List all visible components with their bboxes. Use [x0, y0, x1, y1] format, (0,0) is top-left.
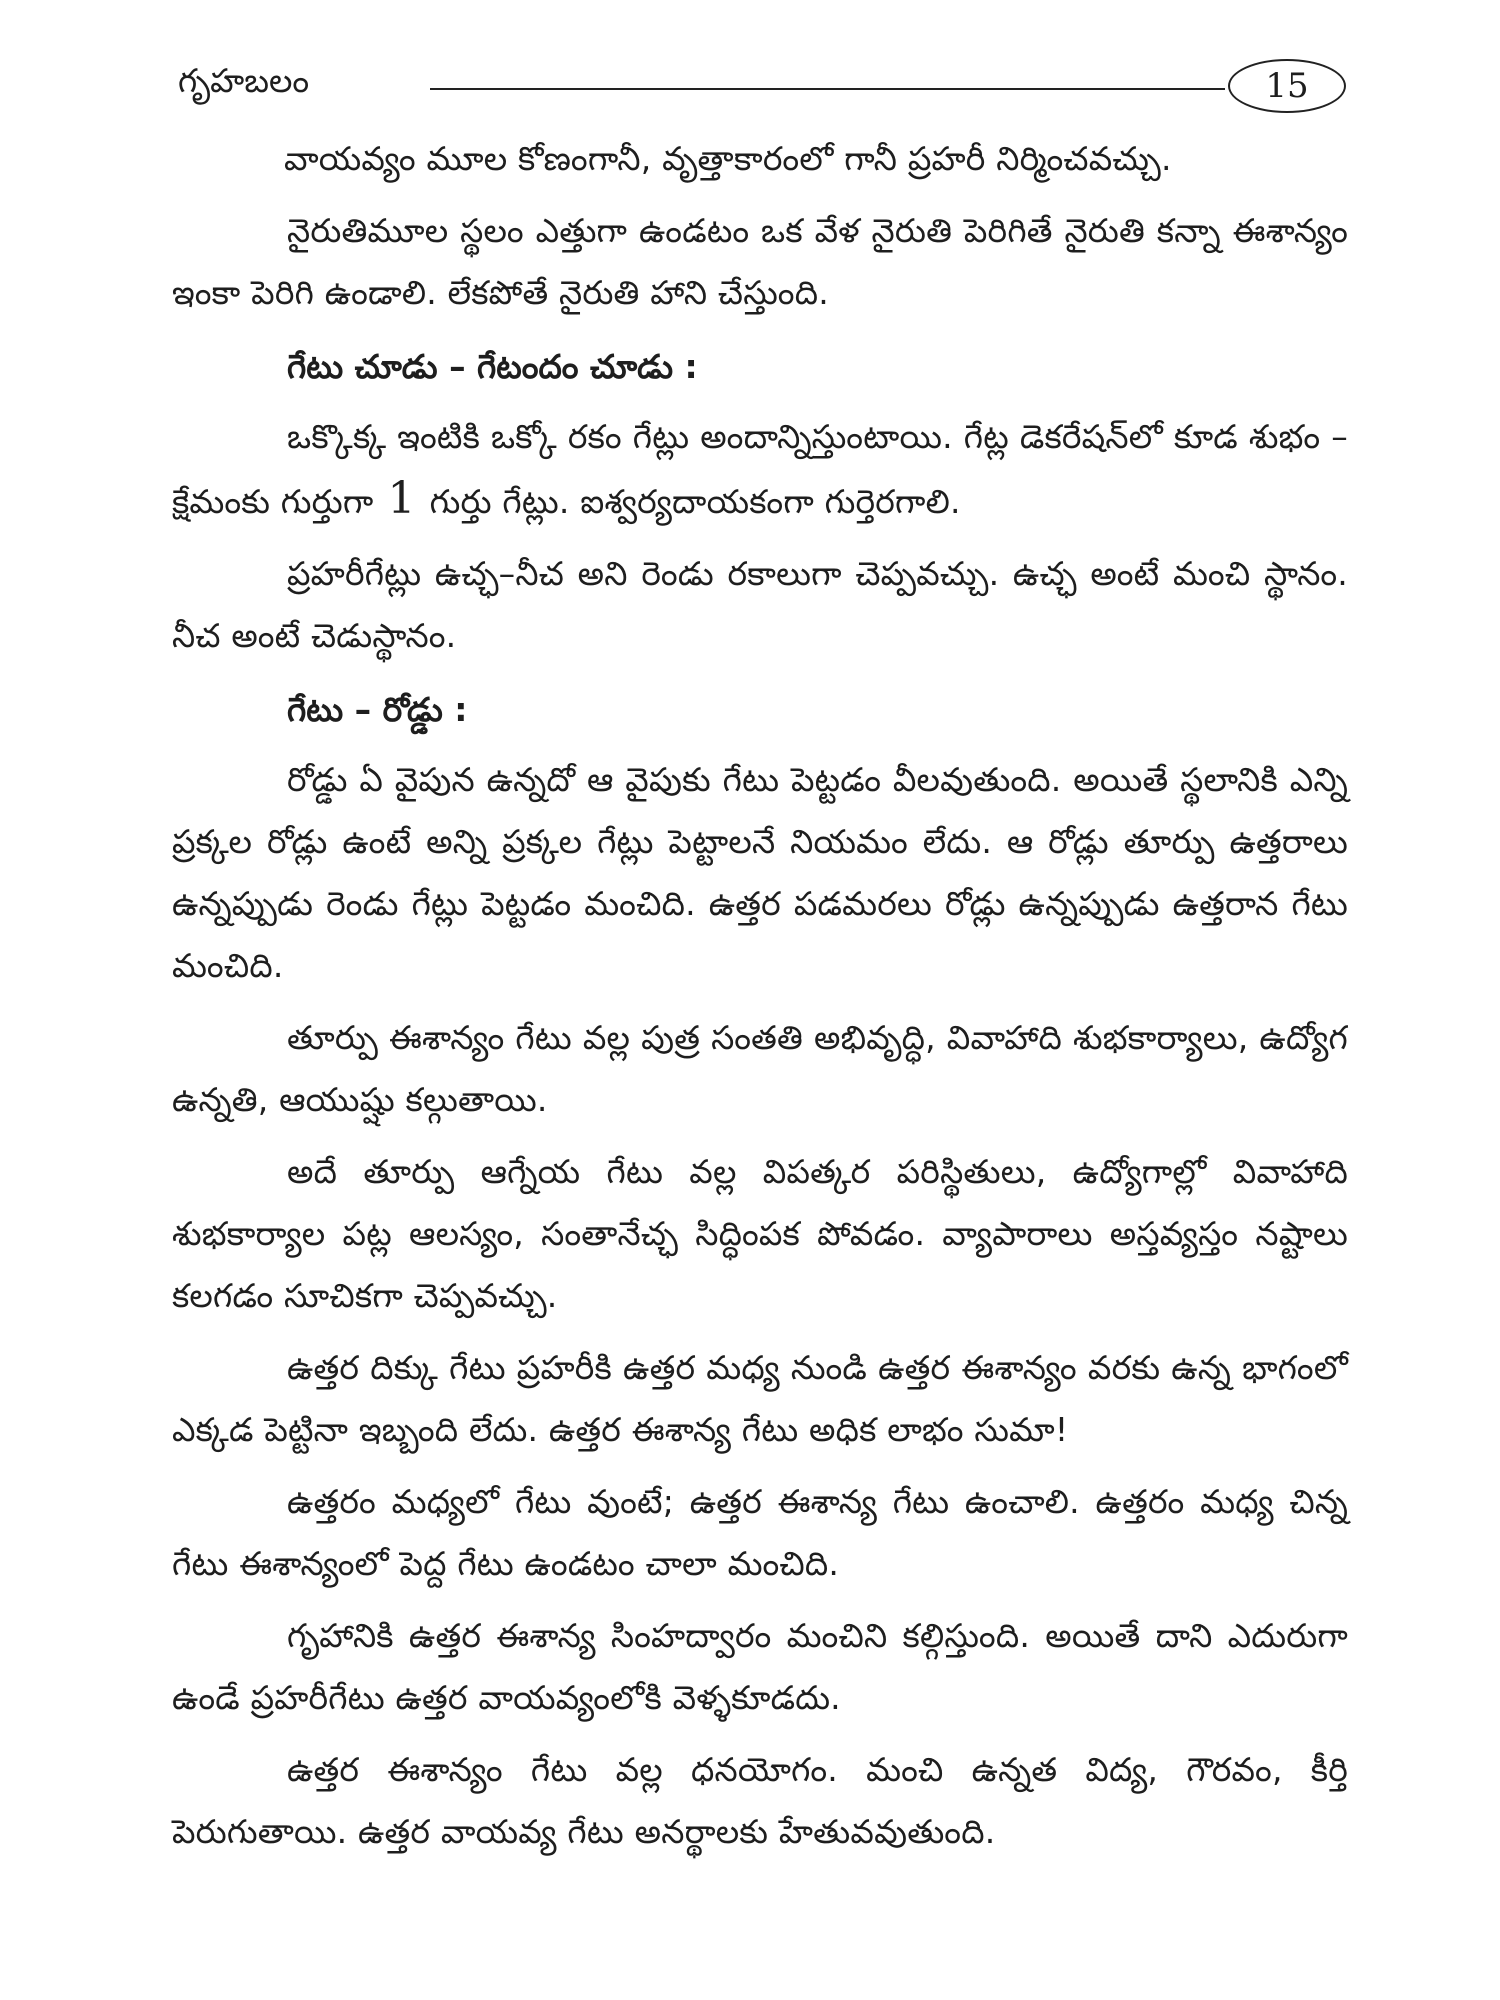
- paragraph: [172, 406, 1348, 533]
- page-header: [178, 55, 1358, 125]
- section-heading: గేటు చూడు – గేటందం చూడు :: [287, 347, 698, 386]
- section-heading: గేటు – రోడ్డు :: [287, 690, 468, 729]
- paragraph: అదే తూర్పు ఆగ్నేయ గేటు వల్ల విపత్కర పరిస్థితులు, ఉద్యోగాల్లో వివాహాది శుభకార్యాల పట్ల ఆలస్యం, సంతానేచ్ఛ సిద్ధింపక పోవడం. వ్యాపారాలు అస్తవ్యస్తం నష్టాలు కలగడం సూచికగా చెప్పవచ్చు.: [172, 1152, 1348, 1315]
- paragraph: రోడ్డు ఏ వైపున ఉన్నదో ఆ వైపుకు గేటు పెట్టడం వీలవుతుంది. అయితే స్థలానికి ఎన్ని ప్రక్కల రోడ్లు ఉంటే అన్ని ప్రక్కల గేట్లు పెట్టాలనే నియమం లేదు. ఆ రోడ్లు తూర్పు ఉత్తరాలు ఉన్నప్పుడు రెండు గేట్లు పెట్టడం మంచిది. ఉత్తర పడమరలు రోడ్లు ఉన్నప్పుడు ఉత్తరాన గేటు మంచిది.: [172, 760, 1348, 985]
- paragraph: వాయవ్యం మూల కోణంగానీ, వృత్తాకారంలో గానీ ప్రహరీ నిర్మించవచ్చు.: [284, 139, 1172, 178]
- paragraph-text: ఒక్కొక్క ఇంటికి ఒక్కో రకం గేట్లు అందాన్నిస్తుంటాయి. గేట్ల డెకరేషన్‌లో కూడ శుభం – క్షేమంకు గుర్తుగా: [172, 417, 1348, 521]
- paragraph: నైరుతిమూల స్థలం ఎత్తుగా ఉండటం ఒక వేళ నైరుతి పెరిగితే నైరుతి కన్నా ఈశాన్యం ఇంకా పెరిగి ఉండాలి. లేకపోతే నైరుతి హాని చేస్తుంది.: [172, 211, 1348, 312]
- paragraph-text: గుర్తు గేట్లు. ఐశ్వర్యదాయకంగా గుర్తెరగాలి.: [429, 482, 961, 521]
- page-number-oval: [1228, 59, 1346, 113]
- page-number: 15: [1265, 66, 1309, 106]
- running-title: గృహబలం: [178, 61, 310, 100]
- paragraph: ఉత్తర ఈశాన్యం గేటు వల్ల ధనయోగం. మంచి ఉన్నత విద్య, గౌరవం, కీర్తి పెరుగుతాయి. ఉత్తర వాయవ్య గేటు అనర్థాలకు హేతువవుతుంది.: [172, 1750, 1348, 1851]
- numeral-one: 1: [387, 473, 416, 524]
- paragraph: గృహానికి ఉత్తర ఈశాన్య సింహద్వారం మంచిని కల్గిస్తుంది. అయితే దాని ఎదురుగా ఉండే ప్రహరీగేటు ఉత్తర వాయవ్యంలోకి వెళ్ళకూడదు.: [172, 1616, 1348, 1717]
- paragraph: ఉత్తర దిక్కు గేటు ప్రహరీకి ఉత్తర మధ్య నుండి ఉత్తర ఈశాన్యం వరకు ఉన్న భాగంలో ఎక్కడ పెట్టినా ఇబ్బంది లేదు. ఉత్తర ఈశాన్య గేటు అధిక లాభం సుమా!: [172, 1348, 1348, 1449]
- page-body: [172, 128, 1348, 1863]
- paragraph: తూర్పు ఈశాన్యం గేటు వల్ల పుత్ర సంతతి అభివృద్ధి, వివాహాది శుభకార్యాలు, ఉద్యోగ ఉన్నతి, ఆయుష్షు కల్గుతాయి.: [172, 1018, 1348, 1119]
- paragraph: ప్రహరీగేట్లు ఉచ్ఛ–నీచ అని రెండు రకాలుగా చెప్పవచ్చు. ఉచ్ఛ అంటే మంచి స్థానం. నీచ అంటే చెడుస్థానం.: [172, 554, 1348, 655]
- header-rule: [430, 88, 1225, 90]
- paragraph: ఉత్తరం మధ్యలో గేటు వుంటే; ఉత్తర ఈశాన్య గేటు ఉంచాలి. ఉత్తరం మధ్య చిన్న గేటు ఈశాన్యంలో పెద్ద గేటు ఉండటం చాలా మంచిది.: [172, 1482, 1348, 1583]
